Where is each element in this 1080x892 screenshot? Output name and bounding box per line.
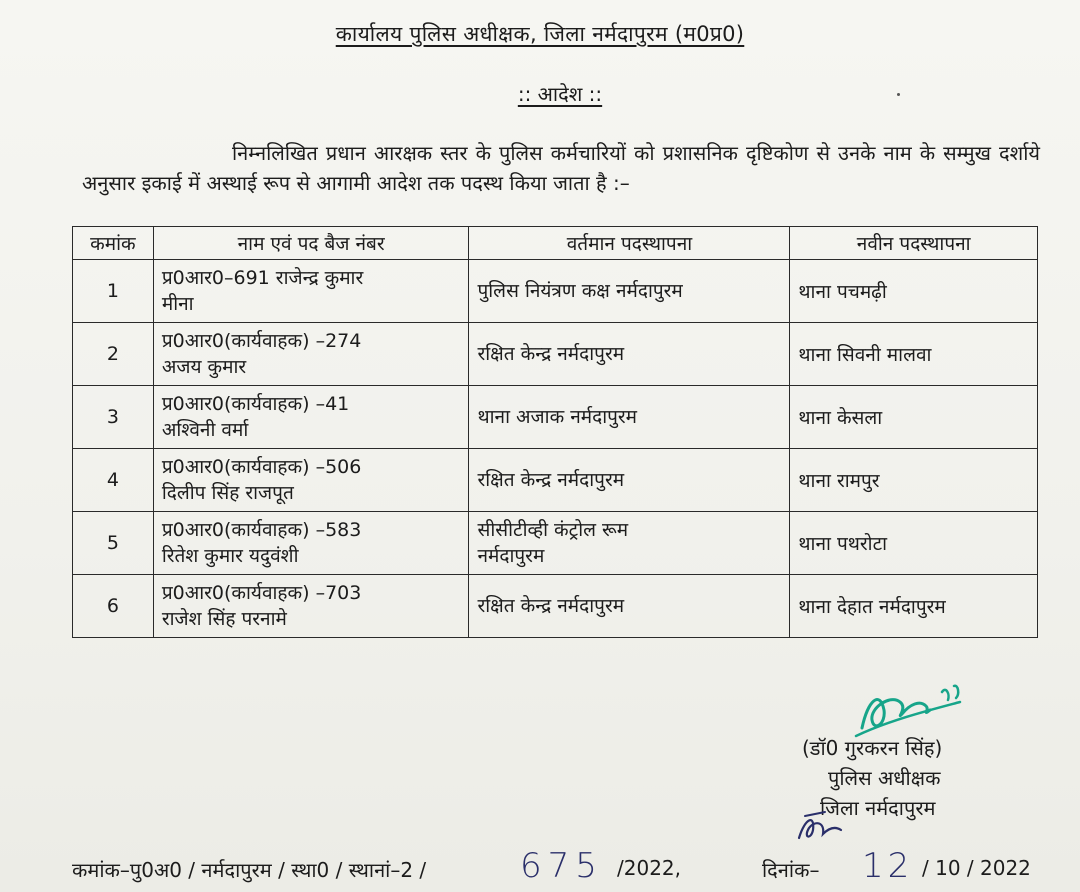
name-line-1: प्र0आर0(कार्यवाहक) –703 [161, 582, 362, 604]
header-serial: कमांक [73, 227, 154, 260]
order-heading-text: :: आदेश :: [517, 82, 603, 106]
cell-name [153, 512, 469, 575]
current-line-1: थाना अजाक नर्मदापुरम [477, 406, 638, 428]
cell-current-posting [469, 386, 790, 449]
name-line-2: अजय कुमार [161, 356, 247, 378]
current-line-1: रक्षित केन्द्र नर्मदापुरम [477, 595, 625, 617]
cell-current-posting [469, 260, 790, 323]
reference-line [72, 846, 1032, 888]
name-line-1: प्र0आर0–691 राजेन्द्र कुमार [161, 267, 364, 289]
name-line-1: प्र0आर0(कार्यवाहक) –506 [161, 456, 362, 478]
name-line-2: दिलीप सिंह राजपूत [161, 482, 294, 504]
cell-new-posting: थाना रामपुर [790, 449, 1038, 512]
cell-current-posting [469, 323, 790, 386]
cell-new-posting: थाना पथरोटा [790, 512, 1038, 575]
cell-name [153, 323, 469, 386]
cell-new-posting: थाना देहात नर्मदापुरम [790, 575, 1038, 638]
name-line-2: रितेश कुमार यदुवंशी [161, 545, 299, 567]
cell-new-posting: थाना पचमढ़ी [790, 260, 1038, 323]
cell-current-posting [469, 449, 790, 512]
header-new-posting: नवीन पदस्थापना [790, 227, 1038, 260]
intro-paragraph: निम्नलिखित प्रधान आरक्षक स्तर के पुलिस कर्मचारियों को प्रशासनिक दृष्टिकोण से उनके नाम के सम्मुख दर्शाये अनुसार इकाई में अस्थाई रूप से आगामी आदेश तक पदस्थ किया जाता है :– [82, 141, 1040, 195]
current-line-2: नर्मदापुरम [477, 545, 545, 567]
office-title-text: कार्यालय पुलिस अधीक्षक, जिला नर्मदापुरम (म0प्र0) [335, 22, 745, 46]
table-row [73, 575, 1038, 638]
initials-mark [795, 808, 845, 848]
name-line-2: अश्विनी वर्मा [161, 419, 249, 441]
current-line-1: पुलिस नियंत्रण कक्ष नर्मदापुरम [477, 280, 683, 302]
cell-new-posting: थाना सिवनी मालवा [790, 323, 1038, 386]
name-line-2: मीना [161, 293, 194, 315]
cell-name [153, 449, 469, 512]
table-row [73, 386, 1038, 449]
cell-serial: 3 [73, 386, 154, 449]
reference-year: /2022, [617, 856, 681, 880]
name-line-1: प्र0आर0(कार्यवाहक) –274 [161, 330, 362, 352]
table-header-row [73, 227, 1038, 260]
cell-current-posting [469, 512, 790, 575]
cell-new-posting: थाना केसला [790, 386, 1038, 449]
reference-number: 675 [520, 846, 603, 886]
date-label: दिनांक– [762, 858, 820, 882]
signatory-district: जिला नर्मदापुरम [820, 796, 936, 820]
name-line-1: प्र0आर0(कार्यवाहक) –583 [161, 519, 362, 541]
cell-name [153, 575, 469, 638]
cell-name [153, 260, 469, 323]
speck [897, 93, 900, 96]
date-day: 12 [862, 846, 914, 886]
cell-name [153, 386, 469, 449]
order-heading [0, 80, 1080, 107]
cell-serial: 6 [73, 575, 154, 638]
name-line-1: प्र0आर0(कार्यवाहक) –41 [161, 393, 350, 415]
current-line-1: रक्षित केन्द्र नर्मदापुरम [477, 469, 625, 491]
table-row [73, 260, 1038, 323]
signatory-name: (डॉ0 गुरकरन सिंह) [802, 736, 943, 760]
header-name: नाम एवं पद बैज नंबर [153, 227, 469, 260]
transfer-table [72, 226, 1038, 638]
office-title [0, 20, 1080, 48]
cell-current-posting [469, 575, 790, 638]
cell-serial: 5 [73, 512, 154, 575]
header-current-posting: वर्तमान पदस्थापना [469, 227, 790, 260]
cell-serial: 1 [73, 260, 154, 323]
current-line-1: सीसीटीव्ही कंट्रोल रूम [477, 519, 629, 541]
signatory-designation: पुलिस अधीक्षक [828, 766, 941, 790]
table-row [73, 512, 1038, 575]
date-month-year: / 10 / 2022 [922, 856, 1031, 880]
table-row [73, 323, 1038, 386]
current-line-1: रक्षित केन्द्र नर्मदापुरम [477, 343, 625, 365]
table-row [73, 449, 1038, 512]
cell-serial: 2 [73, 323, 154, 386]
cell-serial: 4 [73, 449, 154, 512]
reference-prefix: कमांक–पु0अ0 / नर्मदापुरम / स्था0 / स्थानां–2 / [72, 858, 427, 882]
name-line-2: राजेश सिंह परनामे [161, 608, 287, 630]
